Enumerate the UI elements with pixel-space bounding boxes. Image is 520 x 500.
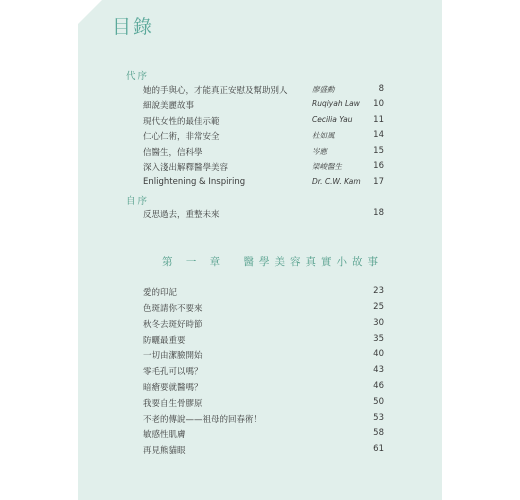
- entry-title: 再見熊貓眼: [143, 446, 186, 456]
- toc-row[interactable]: [0, 130, 520, 145]
- section-label-preface: 代序: [126, 71, 150, 82]
- entry-author: Cecilia Yau: [312, 115, 353, 124]
- entry-page: 61: [373, 444, 384, 454]
- entry-page: 17: [373, 177, 384, 187]
- entry-title: 我要自生骨膠原: [143, 399, 203, 409]
- toc-row[interactable]: [0, 177, 520, 192]
- toc-row[interactable]: [0, 397, 520, 412]
- entry-author: 梁峻醫生: [312, 162, 342, 171]
- entry-title: 仁心仁術，非常安全: [143, 132, 220, 142]
- toc-row[interactable]: [0, 444, 520, 459]
- toc-row[interactable]: [0, 208, 520, 223]
- entry-page: 30: [373, 318, 384, 328]
- entry-author: 廖盛勳: [312, 85, 335, 94]
- entry-page: 18: [373, 208, 384, 218]
- entry-page: 16: [373, 161, 384, 171]
- toc-row[interactable]: [0, 381, 520, 396]
- entry-page: 10: [373, 99, 384, 109]
- entry-title: 暗瘡要就醫嗎？: [143, 383, 203, 393]
- toc-row[interactable]: [0, 413, 520, 428]
- toc-row[interactable]: [0, 318, 520, 333]
- entry-page: 14: [373, 130, 384, 140]
- toc-row[interactable]: [0, 115, 520, 130]
- entry-title: 色斑請你不要來: [143, 304, 203, 314]
- entry-title: 一切由潔臉開始: [143, 351, 203, 361]
- entry-page: 40: [373, 349, 384, 359]
- entry-title: 零毛孔可以嗎？: [143, 367, 203, 377]
- entry-page: 15: [373, 146, 384, 156]
- entry-title: 敏感性肌膚: [143, 430, 186, 440]
- chapter-heading: [162, 254, 383, 269]
- entry-author: Dr. C.W. Kam: [312, 177, 361, 186]
- toc-row[interactable]: [0, 161, 520, 176]
- entry-title: 現代女性的最佳示範: [143, 117, 220, 127]
- entry-author: Ruqiyah Law: [312, 99, 360, 108]
- entry-title: 防曬最重要: [143, 336, 186, 346]
- entry-title: 反思過去，重整未來: [143, 210, 220, 220]
- toc-row[interactable]: [0, 334, 520, 349]
- toc-row[interactable]: [0, 365, 520, 380]
- toc-row[interactable]: [0, 302, 520, 317]
- entry-title: 她的手與心，才能真正安慰及幫助別人: [143, 86, 288, 96]
- page-title: 目錄: [112, 16, 155, 38]
- toc-row[interactable]: [0, 99, 520, 114]
- toc-row[interactable]: [0, 428, 520, 443]
- entry-title: 深入淺出解釋醫學美容: [143, 163, 229, 173]
- entry-page: 50: [373, 397, 384, 407]
- entry-page: 46: [373, 381, 384, 391]
- toc-row[interactable]: [0, 286, 520, 301]
- entry-author: 岑應: [312, 147, 327, 156]
- entry-page: 58: [373, 428, 384, 438]
- entry-page: 53: [373, 413, 384, 423]
- section-label-author-preface: 自序: [126, 196, 150, 207]
- entry-title: 不老的傳說——祖母的回春術！: [143, 415, 263, 425]
- toc-row[interactable]: [0, 84, 520, 99]
- chapter-name: 醫學美容真實小故事: [243, 256, 384, 268]
- entry-title: 信醫生，信科學: [143, 148, 203, 158]
- chapter-number: 第 一 章: [162, 256, 226, 268]
- entry-title: Enlightening & Inspiring: [143, 177, 246, 187]
- entry-title: 愛的印記: [143, 288, 178, 298]
- entry-page: 43: [373, 365, 384, 375]
- toc-row[interactable]: [0, 349, 520, 364]
- entry-title: 細說美麗故事: [143, 101, 195, 111]
- entry-page: 25: [373, 302, 384, 312]
- entry-page: 35: [373, 334, 384, 344]
- entry-page: 8: [378, 84, 384, 94]
- entry-page: 11: [373, 115, 384, 125]
- entry-page: 23: [373, 286, 384, 296]
- entry-author: 杜如風: [312, 131, 335, 140]
- toc-row[interactable]: [0, 146, 520, 161]
- entry-title: 秋冬去斑好時節: [143, 320, 203, 330]
- page-corner-notch: [78, 0, 102, 24]
